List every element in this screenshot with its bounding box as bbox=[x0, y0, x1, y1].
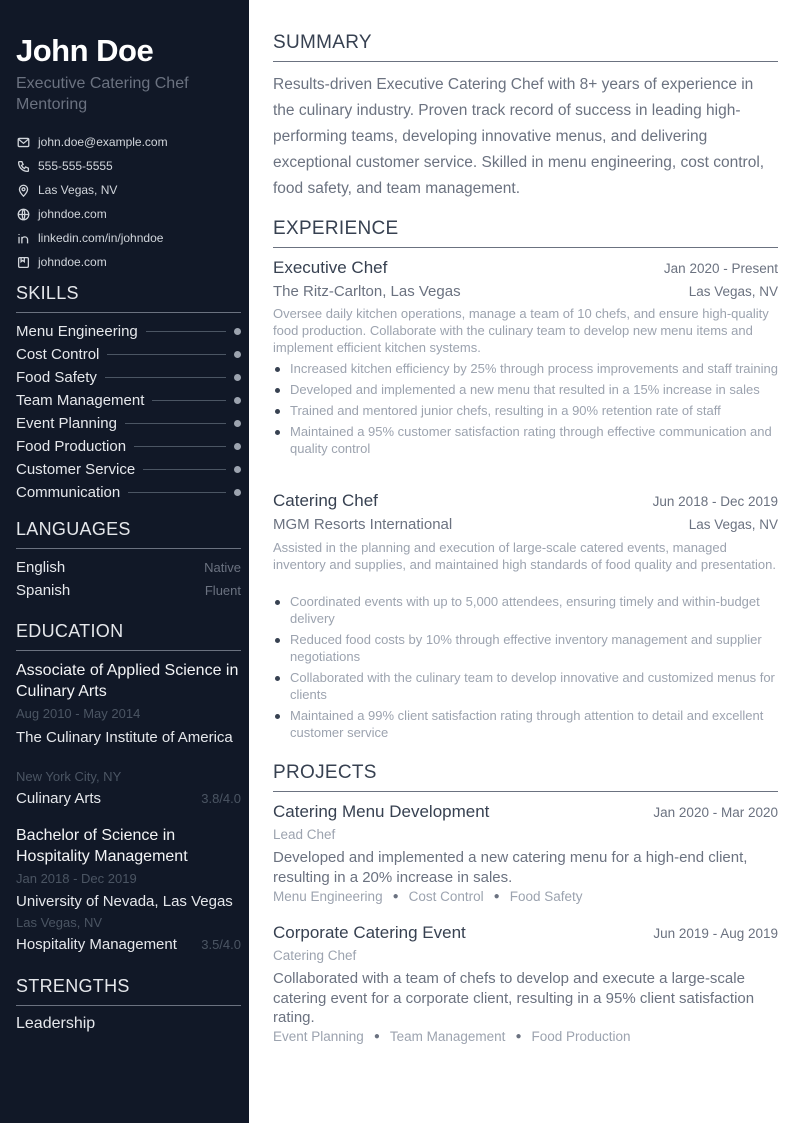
skill-label: Food Production bbox=[16, 438, 127, 455]
contact-text: linkedin.com/in/johndoe bbox=[38, 231, 164, 245]
tag-separator: ● bbox=[515, 1031, 522, 1042]
skill-item bbox=[16, 343, 241, 366]
contact-email[interactable] bbox=[16, 130, 241, 154]
language-name: Spanish bbox=[16, 582, 71, 599]
project-dates: Jun 2019 - Aug 2019 bbox=[653, 926, 778, 941]
job-achievements bbox=[273, 360, 778, 461]
job-company: MGM Resorts International bbox=[273, 516, 453, 533]
language-level: Native bbox=[204, 560, 241, 575]
contact-linkedin[interactable] bbox=[16, 226, 241, 250]
skill-dot bbox=[234, 420, 241, 427]
job-title: Executive Chef bbox=[273, 258, 388, 277]
job-location: Las Vegas, NV bbox=[688, 284, 778, 299]
contact-text: john.doe@example.com bbox=[38, 135, 168, 149]
education-heading: EDUCATION bbox=[16, 621, 241, 651]
education-field-label: Culinary Arts bbox=[16, 790, 102, 807]
tag: Event Planning bbox=[273, 1029, 364, 1044]
list-item: Maintained a 95% customer satisfaction rating through effective communication and quality control bbox=[273, 423, 778, 457]
tag-separator: ● bbox=[392, 891, 399, 902]
project-header bbox=[273, 802, 778, 822]
tag: Menu Engineering bbox=[273, 889, 383, 904]
project-title: Catering Menu Development bbox=[273, 802, 490, 821]
education-field bbox=[16, 936, 241, 953]
skill-item bbox=[16, 412, 241, 435]
list-item: Maintained a 99% client satisfaction rating through attention to detail and excellent customer service bbox=[273, 707, 778, 741]
strength-item: Leadership bbox=[16, 1015, 96, 1032]
contact-text: johndoe.com bbox=[38, 255, 107, 269]
list-item: Collaborated with the culinary team to develop innovative and customized menus for clients bbox=[273, 669, 778, 703]
skill-label: Event Planning bbox=[16, 415, 117, 432]
tag: Food Production bbox=[531, 1029, 631, 1044]
candidate-title: Executive Catering Chef Mentoring bbox=[16, 75, 189, 113]
contact-website[interactable] bbox=[16, 202, 241, 226]
tag: Cost Control bbox=[408, 889, 484, 904]
strengths-heading: STRENGTHS bbox=[16, 976, 241, 1006]
job-company-row bbox=[273, 283, 778, 300]
skill-divider bbox=[134, 446, 226, 447]
education-school: University of Nevada, Las Vegas bbox=[16, 893, 233, 910]
skill-item bbox=[16, 389, 241, 412]
list-item: Reduced food costs by 10% through effective inventory management and supplier negotiations bbox=[273, 631, 778, 665]
list-item: Coordinated events with up to 5,000 attendees, ensuring timely and within-budget delivery bbox=[273, 593, 778, 627]
tag: Team Management bbox=[389, 1029, 506, 1044]
languages-heading: LANGUAGES bbox=[16, 519, 241, 549]
skill-divider bbox=[105, 377, 226, 378]
skill-dot bbox=[234, 351, 241, 358]
education-gpa: 3.5/4.0 bbox=[201, 937, 241, 952]
job-achievements bbox=[273, 593, 778, 745]
contact-text: 555-555-5555 bbox=[38, 159, 113, 173]
list-item: Increased kitchen efficiency by 25% through process improvements and staff training bbox=[273, 360, 778, 377]
language-name: English bbox=[16, 559, 66, 576]
skill-label: Menu Engineering bbox=[16, 323, 138, 340]
contact-location bbox=[16, 178, 241, 202]
skill-label: Cost Control bbox=[16, 346, 100, 363]
skill-label: Food Safety bbox=[16, 369, 97, 386]
job-company: The Ritz-Carlton, Las Vegas bbox=[273, 283, 461, 300]
project-header bbox=[273, 923, 778, 943]
contact-text: Las Vegas, NV bbox=[38, 183, 118, 197]
skill-divider bbox=[128, 492, 226, 493]
project-tags bbox=[273, 889, 583, 904]
job-description: Oversee daily kitchen operations, manage a team of 10 chefs, and ensure high-quality food production. Collaborate with the culinary team to develop new menu items and implement efficient kitchen systems. bbox=[273, 306, 769, 355]
summary-text: Results-driven Executive Catering Chef with 8+ years of experience in the culinary industry. Proven track record of success in leading high-performing teams, developing innovative menus, and delivering exceptional customer service. Skilled in menu engineering, cost control, food safety, and team management. bbox=[273, 76, 765, 197]
projects-heading: PROJECTS bbox=[273, 762, 778, 792]
skill-item bbox=[16, 481, 241, 504]
skill-divider bbox=[152, 400, 226, 401]
skill-item bbox=[16, 458, 241, 481]
tag: Food Safety bbox=[509, 889, 583, 904]
skill-divider bbox=[125, 423, 226, 424]
skill-label: Communication bbox=[16, 484, 121, 501]
experience-heading: EXPERIENCE bbox=[273, 218, 778, 248]
language-level: Fluent bbox=[204, 583, 241, 598]
list-item: Trained and mentored junior chefs, resulting in a 90% retention rate of staff bbox=[273, 402, 778, 419]
project-dates: Jan 2020 - Mar 2020 bbox=[653, 805, 778, 820]
job-dates: Jun 2018 - Dec 2019 bbox=[652, 494, 778, 509]
language-item bbox=[16, 579, 241, 602]
education-field-label: Hospitality Management bbox=[16, 936, 177, 953]
sidebar bbox=[0, 0, 249, 1123]
contact-list bbox=[16, 130, 241, 274]
skill-item bbox=[16, 320, 241, 343]
job-header bbox=[273, 491, 778, 511]
job-company-row bbox=[273, 516, 778, 533]
contact-text: johndoe.com bbox=[38, 207, 107, 221]
contact-phone[interactable] bbox=[16, 154, 241, 178]
skill-item bbox=[16, 366, 241, 389]
skills-heading: SKILLS bbox=[16, 283, 241, 313]
skill-label: Customer Service bbox=[16, 461, 136, 478]
skill-dot bbox=[234, 328, 241, 335]
email-icon bbox=[16, 135, 30, 149]
education-degree: Associate of Applied Science in Culinary Arts bbox=[16, 662, 239, 700]
contact-portfolio[interactable] bbox=[16, 250, 241, 274]
project-description: Collaborated with a team of chefs to develop and execute a large-scale catering event for a corporate client, resulting in a 95% client satisfaction rating. bbox=[273, 970, 755, 1026]
skill-divider bbox=[107, 354, 226, 355]
skill-dot bbox=[234, 466, 241, 473]
skill-dot bbox=[234, 489, 241, 496]
education-school: The Culinary Institute of America bbox=[16, 729, 233, 746]
list-item: Developed and implemented a new menu that resulted in a 15% increase in sales bbox=[273, 381, 778, 398]
skill-divider bbox=[143, 469, 226, 470]
job-dates: Jan 2020 - Present bbox=[663, 261, 778, 276]
education-degree: Bachelor of Science in Hospitality Management bbox=[16, 827, 188, 865]
portfolio-icon bbox=[16, 255, 30, 269]
location-pin-icon bbox=[16, 183, 30, 197]
job-title: Catering Chef bbox=[273, 491, 378, 510]
education-gpa: 3.8/4.0 bbox=[201, 791, 241, 806]
candidate-name: John Doe bbox=[16, 33, 154, 68]
education-location: New York City, NY bbox=[16, 769, 122, 784]
project-description: Developed and implemented a new catering menu for a high-end client, resulting in a 20% increase in sales. bbox=[273, 849, 748, 886]
linkedin-icon bbox=[16, 231, 30, 245]
education-location: Las Vegas, NV bbox=[16, 915, 102, 930]
education-dates: Aug 2010 - May 2014 bbox=[16, 706, 141, 721]
summary-heading: SUMMARY bbox=[273, 32, 778, 62]
skill-label: Team Management bbox=[16, 392, 145, 409]
project-role: Lead Chef bbox=[273, 827, 336, 842]
phone-icon bbox=[16, 159, 30, 173]
job-description: Assisted in the planning and execution of large-scale catered events, managed inventory and supplies, and maintained high standards of food quality and presentation. bbox=[273, 540, 777, 572]
education-field bbox=[16, 790, 241, 807]
tag-separator: ● bbox=[493, 891, 500, 902]
job-location: Las Vegas, NV bbox=[688, 517, 778, 532]
tag-separator: ● bbox=[373, 1031, 380, 1042]
project-title: Corporate Catering Event bbox=[273, 923, 466, 942]
skill-divider bbox=[146, 331, 226, 332]
skill-item bbox=[16, 435, 241, 458]
project-role: Catering Chef bbox=[273, 948, 357, 963]
project-tags bbox=[273, 1029, 631, 1044]
globe-icon bbox=[16, 207, 30, 221]
skill-dot bbox=[234, 374, 241, 381]
skill-dot bbox=[234, 443, 241, 450]
language-item bbox=[16, 556, 241, 579]
education-dates: Jan 2018 - Dec 2019 bbox=[16, 871, 137, 886]
job-header bbox=[273, 258, 778, 278]
skill-dot bbox=[234, 397, 241, 404]
